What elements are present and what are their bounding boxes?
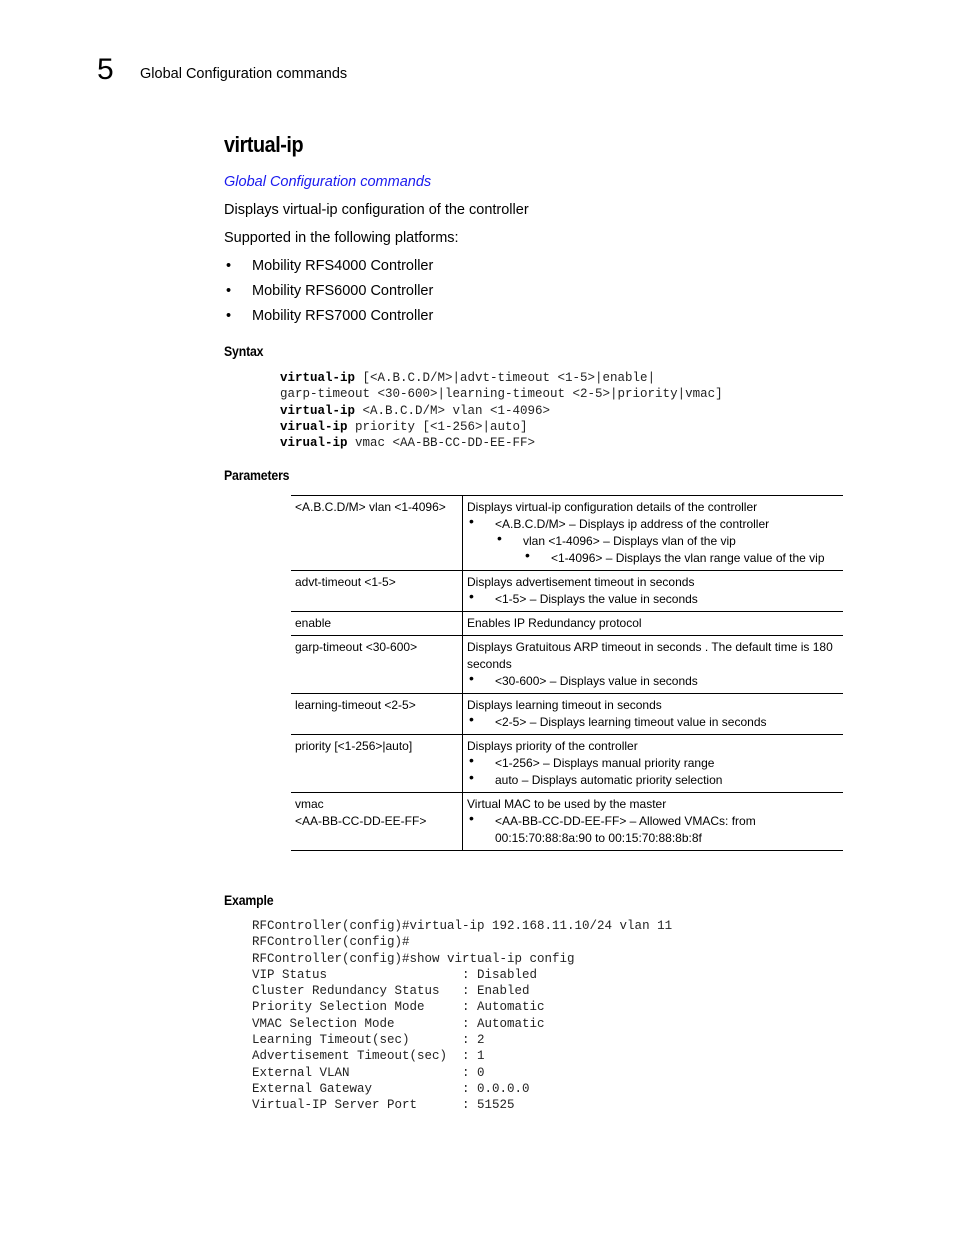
parameter-bullet: • <A.B.C.D/M> – Displays ip address of the controller <box>467 516 839 533</box>
parameter-bullet: • <30-600> – Displays value in seconds <box>467 673 839 690</box>
syntax-args: vmac <AA-BB-CC-DD-EE-FF> <box>347 436 536 451</box>
example-line: External VLAN : 0 <box>252 1065 485 1080</box>
parameter-name: priority [<1-256>|auto] <box>291 735 463 793</box>
example-line: RFController(config)#virtual-ip 192.168.11.10/24 vlan 11 <box>252 919 673 933</box>
chapter-link[interactable]: Global Configuration commands <box>224 174 432 190</box>
syntax-line <box>280 386 723 402</box>
parameter-bullet: • <1-4096> – Displays the vlan range value of the vip <box>467 550 839 567</box>
parameter-name: <A.B.C.D/M> vlan <1-4096> <box>291 496 463 571</box>
example-block <box>252 918 672 1114</box>
syntax-line <box>280 419 723 435</box>
parameter-name: learning-timeout <2-5> <box>291 694 463 735</box>
parameter-bullet: • auto – Displays automatic priority selection <box>467 772 839 789</box>
parameter-description: Displays Gratuitous ARP timeout in seconds . The default time is 180 seconds • <30-600> – Displays value in seconds <box>463 636 844 694</box>
parameter-description: Displays priority of the controller • <1-256> – Displays manual priority range • auto – Displays automatic priority selection <box>463 735 844 793</box>
platform-item: • Mobility RFS7000 Controller <box>226 308 434 324</box>
syntax-command: virtual-ip <box>280 371 356 385</box>
syntax-line <box>280 370 723 386</box>
syntax-command: virual-ip <box>280 419 348 434</box>
parameters-table <box>291 495 843 851</box>
syntax-args: priority [<1-256>|auto] <box>347 419 528 434</box>
parameter-name: enable <box>291 612 463 636</box>
parameter-row <box>291 496 843 571</box>
parameter-description: Displays advertisement timeout in seconds • <1-5> – Displays the value in seconds <box>463 571 844 612</box>
chapter-number: 5 <box>97 53 114 86</box>
example-line: External Gateway : 0.0.0.0 <box>252 1081 530 1096</box>
parameter-description: Enables IP Redundancy protocol <box>467 616 642 630</box>
parameter-description: Displays virtual-ip configuration details of the controller • <A.B.C.D/M> – Displays ip address of the controller • vlan <1-4096> – Displays vlan of the vip • <1-4096> – Displays the vlan range value of the vip <box>463 496 844 571</box>
parameter-bullet: • <1-256> – Displays manual priority range <box>467 755 839 772</box>
parameter-bullet: • <AA-BB-CC-DD-EE-FF> – Allowed VMACs: from 00:15:70:88:8a:90 to 00:15:70:88:8b:8f <box>467 813 839 847</box>
syntax-command: virual-ip <box>280 436 348 451</box>
chapter-title: Global Configuration commands <box>140 66 348 82</box>
syntax-args: <A.B.C.D/M> vlan <1-4096> <box>355 403 551 418</box>
parameter-row <box>291 571 843 612</box>
syntax-args: garp-timeout <30-600>|learning-timeout <2-5>|priority|vmac] <box>280 387 723 402</box>
syntax-command: virtual-ip <box>280 403 356 418</box>
parameter-bullet: • vlan <1-4096> – Displays vlan of the vip <box>467 533 839 550</box>
parameter-description: Displays learning timeout in seconds • <2-5> – Displays learning timeout value in seconds <box>463 694 844 735</box>
supported-intro: Supported in the following platforms: <box>224 230 459 246</box>
parameter-row <box>291 793 843 851</box>
parameter-name: vmac <AA-BB-CC-DD-EE-FF> <box>291 793 463 851</box>
parameter-description: Virtual MAC to be used by the master • <AA-BB-CC-DD-EE-FF> – Allowed VMACs: from 00:15:70:88:8a:90 to 00:15:70:88:8b:8f <box>463 793 844 851</box>
example-line: Learning Timeout(sec) : 2 <box>252 1033 485 1048</box>
example-line: Cluster Redundancy Status : Enabled <box>252 984 530 999</box>
description: Displays virtual-ip configuration of the controller <box>224 202 529 218</box>
parameter-name: garp-timeout <30-600> <box>291 636 463 694</box>
syntax-heading: Syntax <box>224 343 264 359</box>
parameter-row <box>291 735 843 793</box>
parameter-bullet: • <2-5> – Displays learning timeout value in seconds <box>467 714 839 731</box>
platform-item: • Mobility RFS4000 Controller <box>226 258 434 274</box>
page-title: virtual-ip <box>224 132 304 157</box>
example-line: VIP Status : Disabled <box>252 967 538 982</box>
parameter-name: advt-timeout <1-5> <box>291 571 463 612</box>
example-line: RFController(config)# <box>252 935 410 950</box>
example-line: Advertisement Timeout(sec) : 1 <box>252 1049 485 1064</box>
parameter-row <box>291 694 843 735</box>
syntax-line <box>280 403 723 419</box>
example-line: Priority Selection Mode : Automatic <box>252 1000 545 1015</box>
parameters-heading: Parameters <box>224 467 290 483</box>
parameter-row <box>291 636 843 694</box>
syntax-line <box>280 435 723 451</box>
parameter-bullet: • <1-5> – Displays the value in seconds <box>467 591 839 608</box>
parameter-row <box>291 612 843 636</box>
platform-item: • Mobility RFS6000 Controller <box>226 283 434 299</box>
example-line: Virtual-IP Server Port : 51525 <box>252 1098 515 1113</box>
example-heading: Example <box>224 892 274 908</box>
example-line: VMAC Selection Mode : Automatic <box>252 1016 545 1031</box>
syntax-args: [<A.B.C.D/M>|advt-timeout <1-5>|enable| <box>355 371 656 385</box>
example-line: RFController(config)#show virtual-ip config <box>252 951 575 966</box>
syntax-block <box>280 370 723 451</box>
